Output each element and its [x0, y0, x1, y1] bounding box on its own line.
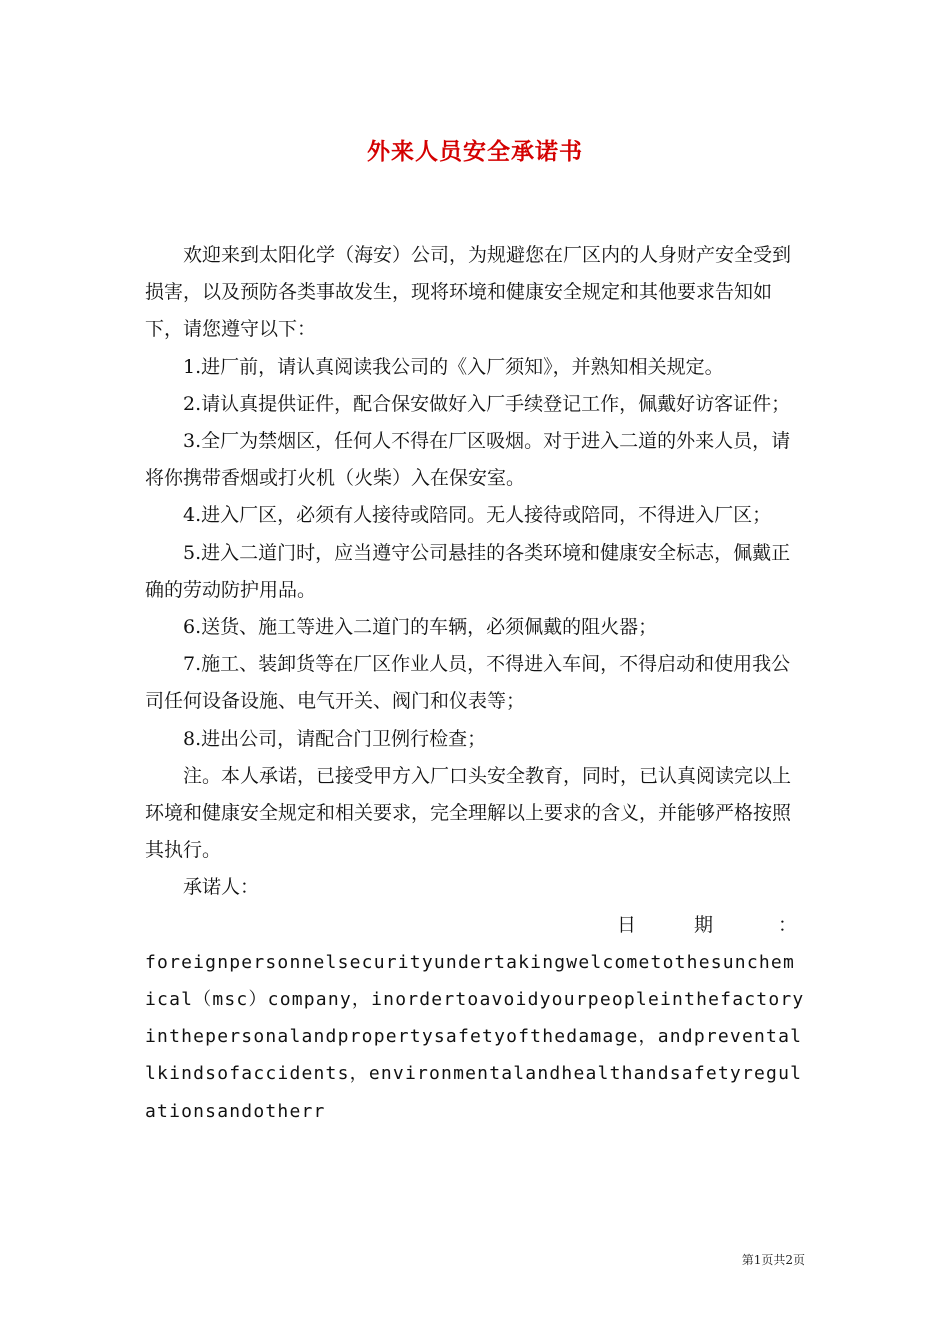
note-paragraph: 注。本人承诺，已接受甲方入厂口头安全教育，同时，已认真阅读完以上环境和健康安全规定和相关要求，完全理解以上要求的含义，并能够严格按照其执行。	[145, 764, 792, 862]
date-line	[145, 907, 807, 944]
date-label-char2: 期	[693, 913, 713, 936]
page-number: 第1页共2页	[741, 1253, 805, 1267]
rule-item-6: 6.送货、施工等进入二道门的车辆，必须佩戴的阻火器；	[183, 616, 658, 639]
english-translation: foreignpersonnelsecurityundertakingwelcometothesunchemical（msc）company，inordertoavoidyourpeopleinthefactoryinthepersonalandpropertysafetyofthedamage，andpreventallkindsofaccidents，environmentalandhealthandsafetyregulationsandotherr	[145, 951, 805, 1122]
intro-paragraph: 欢迎来到太阳化学（海安）公司，为规避您在厂区内的人身财产安全受到损害，以及预防各类事故发生，现将环境和健康安全规定和其他要求告知如下，请您遵守以下：	[145, 244, 792, 341]
signer-label: 承诺人：	[183, 876, 260, 899]
document-title: 外来人员安全承诺书	[367, 138, 583, 165]
rule-item-1: 1.进厂前，请认真阅读我公司的《入厂须知》，并熟知相关规定。	[183, 355, 724, 378]
rule-item-3: 3.全厂为禁烟区，任何人不得在厂区吸烟。对于进入二道的外来人员，请将你携带香烟或打火机（火柴）入在保安室。	[145, 430, 791, 490]
date-label-char1: 日	[616, 913, 636, 936]
rule-item-4: 4.进入厂区，必须有人接待或陪同。无人接待或陪同，不得进入厂区；	[183, 504, 772, 527]
date-label-colon: ：	[777, 913, 797, 936]
rule-item-5: 5.进入二道门时，应当遵守公司悬挂的各类环境和健康安全标志，佩戴正确的劳动防护用品。	[145, 541, 791, 601]
rule-item-8: 8.进出公司，请配合门卫例行检查；	[183, 727, 487, 750]
document-body	[145, 237, 807, 1130]
rule-item-7: 7.施工、装卸货等在厂区作业人员，不得进入车间，不得启动和使用我公司任何设备设施、电气开关、阀门和仪表等；	[145, 653, 791, 713]
rule-item-2: 2.请认真提供证件，配合保安做好入厂手续登记工作，佩戴好访客证件；	[183, 392, 791, 415]
